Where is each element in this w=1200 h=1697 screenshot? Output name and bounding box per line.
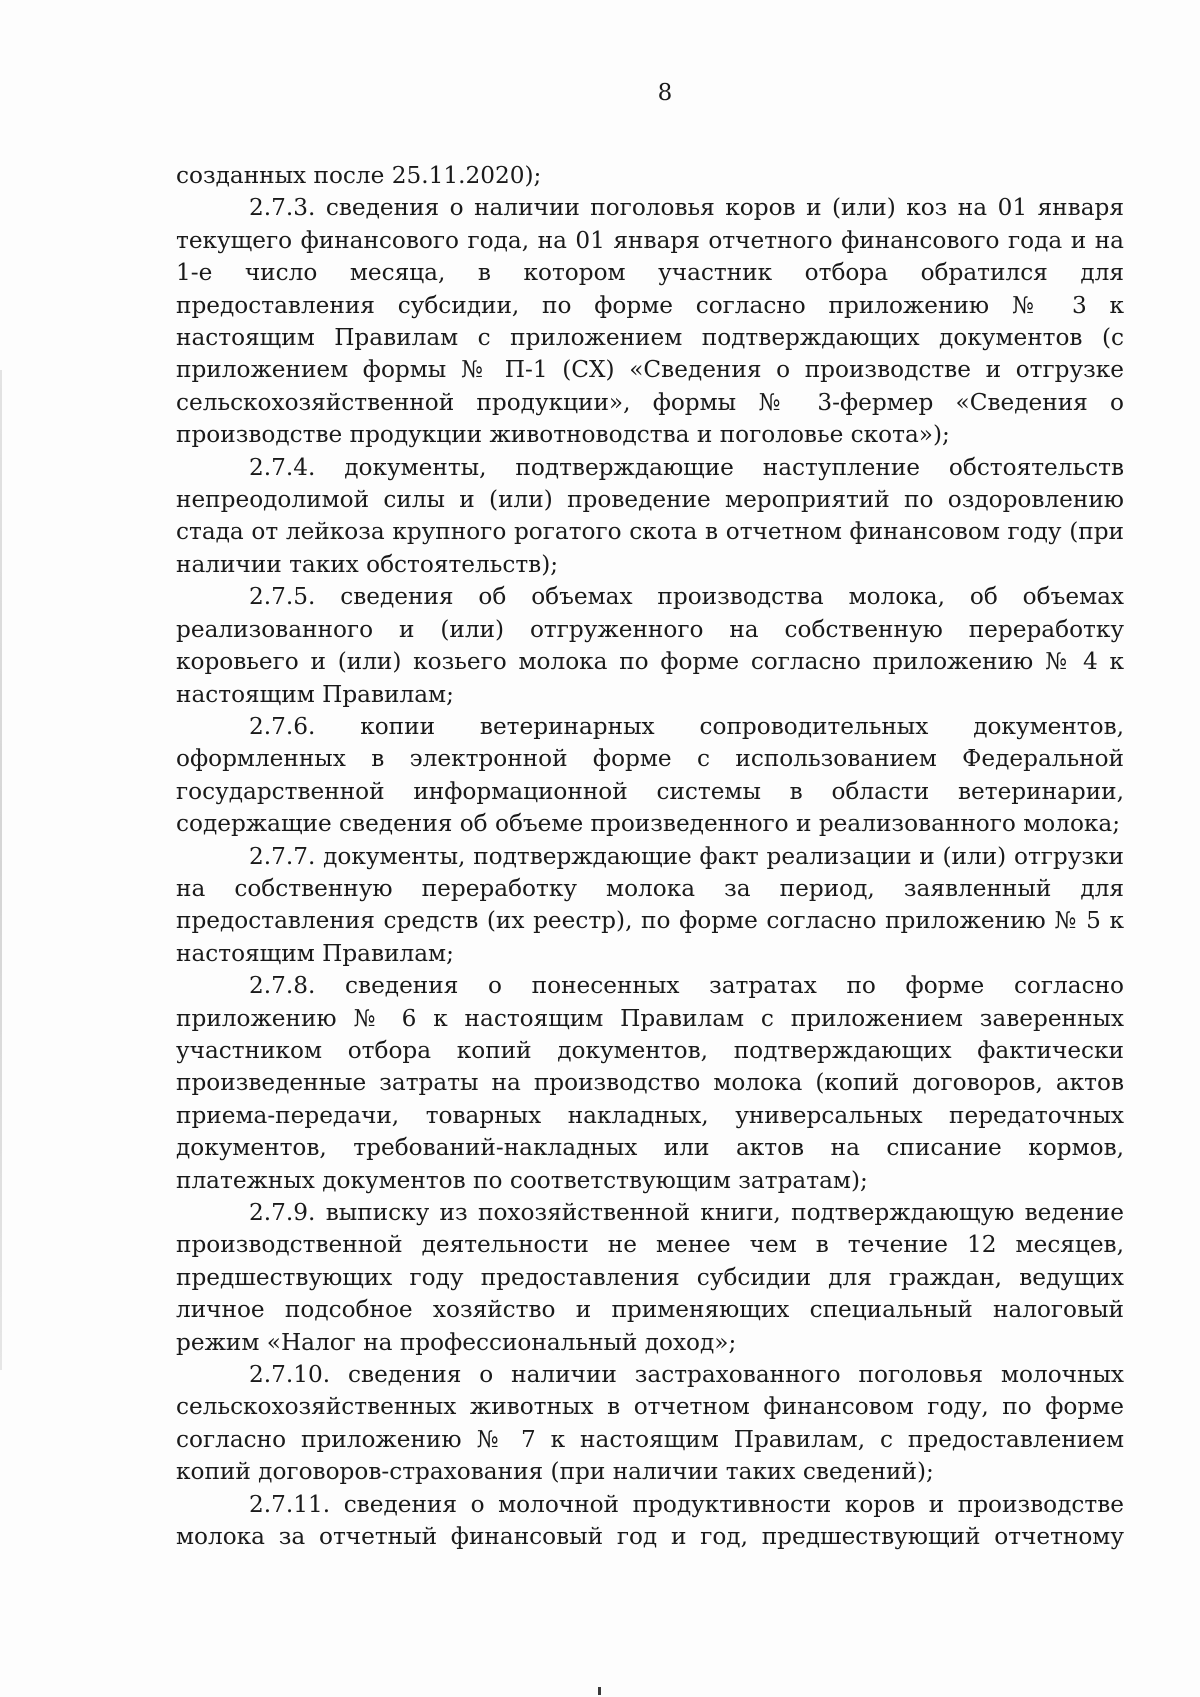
paragraph-continuation: созданных после 25.11.2020); xyxy=(176,162,542,189)
paragraph-2-7-3: 2.7.3. сведения о наличии поголовья коров и (или) коз на 01 января текущего финансового года, на 01 января отчетного финансового года и на 1-е число месяца, в котором участник отбора обратился для предоставления субсидии, по форме согласно приложению № 3 к настоящим Правилам с приложением подтверждающих документов (с приложением формы № П-1 (СХ) «Сведения о производстве и отгрузке сельскохозяйственной продукции», формы № 3-фермер «Сведения о производстве продукции животноводства и поголовье скота»); xyxy=(176,194,1124,449)
page-number: 8 xyxy=(657,80,673,106)
paragraph-2-7-10: 2.7.10. сведения о наличии застрахованного поголовья молочных сельскохозяйственных животных в отчетном финансовом году, по форме согласно приложению № 7 к настоящим Правилам, с предоставлением копий договоров-страхования (при наличии таких сведений); xyxy=(176,1361,1124,1486)
paragraph-2-7-8: 2.7.8. сведения о понесенных затратах по форме согласно приложению № 6 к настоящим Правилам с приложением заверенных участником отбора копий документов, подтверждающих фактически произведенные затраты на производство молока (копий договоров, актов приема-передачи, товарных накладных, универсальных передаточных документов, требований-накладных или актов на списание кормов, платежных документов по соответствующим затратам); xyxy=(176,972,1124,1194)
scan-artifact-mark xyxy=(598,1687,601,1695)
scan-edge-shadow xyxy=(0,370,2,1370)
paragraph-2-7-9: 2.7.9. выписку из похозяйственной книги, подтверждающую ведение производственной деятельности не менее чем в течение 12 месяцев, предшествующих году предоставления субсидии для граждан, ведущих личное подсобное хозяйство и применяющих специальный налоговый режим «Налог на профессиональный доход»; xyxy=(176,1199,1124,1356)
paragraph-2-7-5: 2.7.5. сведения об объемах производства молока, об объемах реализованного и (или) отгруженного на собственную переработку коровьего и (или) козьего молока по форме согласно приложению № 4 к настоящим Правилам; xyxy=(176,583,1124,708)
paragraph-2-7-6: 2.7.6. копии ветеринарных сопроводительных документов, оформленных в электронной форме с использованием Федеральной государственной информационной системы в области ветеринарии, содержащие сведения об объеме произведенного и реализованного молока; xyxy=(176,712,1124,838)
paragraph-2-7-7: 2.7.7. документы, подтверждающие факт реализации и (или) отгрузки на собственную переработку молока за период, заявленный для предоставления средств (их реестр), по форме согласно приложению № 5 к настоящим Правилам; xyxy=(176,842,1124,967)
paragraph-2-7-4: 2.7.4. документы, подтверждающие наступление обстоятельств непреодолимой силы и (или) проведение мероприятий по оздоровлению стада от лейкоза крупного рогатого скота в отчетном финансовом году (при наличии таких обстоятельств); xyxy=(176,453,1124,578)
paragraph-2-7-11: 2.7.11. сведения о молочной продуктивности коров и производстве молока за отчетный финансовый год и год, предшествующий отчетному xyxy=(176,1490,1124,1551)
document-body xyxy=(176,160,1124,1553)
